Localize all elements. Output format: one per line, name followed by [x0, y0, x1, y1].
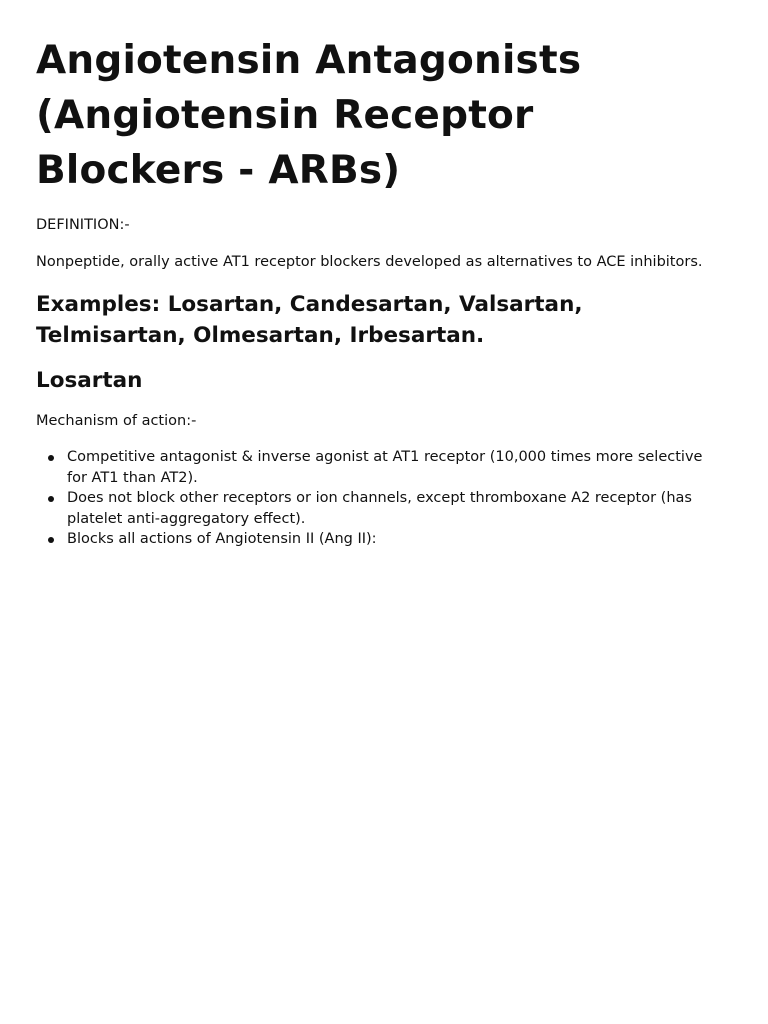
page-title: Angiotensin Antagonists (Angiotensin Receptor Blockers - ARBs) — [36, 38, 582, 193]
list-item — [67, 488, 732, 529]
bullet-icon — [48, 455, 54, 461]
list-item-text: Blocks all actions of Angiotensin II (Ang II): — [67, 531, 377, 547]
list-item-text: Does not block other receptors or ion channels, except thromboxane A2 receptor (has platelet anti-aggregatory effect). — [67, 490, 692, 527]
bullet-icon — [48, 537, 54, 543]
definition-text: Nonpeptide, orally active AT1 receptor blockers developed as alternatives to ACE inhibitors. — [36, 254, 703, 270]
bullet-icon — [48, 496, 54, 502]
mechanism-label: Mechanism of action:- — [36, 413, 197, 429]
section-heading-losartan: Losartan — [36, 368, 143, 393]
definition-label: DEFINITION:- — [36, 217, 130, 233]
mechanism-list — [36, 447, 732, 550]
list-item — [67, 447, 732, 488]
examples-heading: Examples: Losartan, Candesartan, Valsartan, Telmisartan, Olmesartan, Irbesartan. — [36, 292, 583, 348]
list-item-text: Competitive antagonist & inverse agonist at AT1 receptor (10,000 times more selective for AT1 than AT2). — [67, 449, 703, 486]
list-item — [67, 529, 732, 550]
